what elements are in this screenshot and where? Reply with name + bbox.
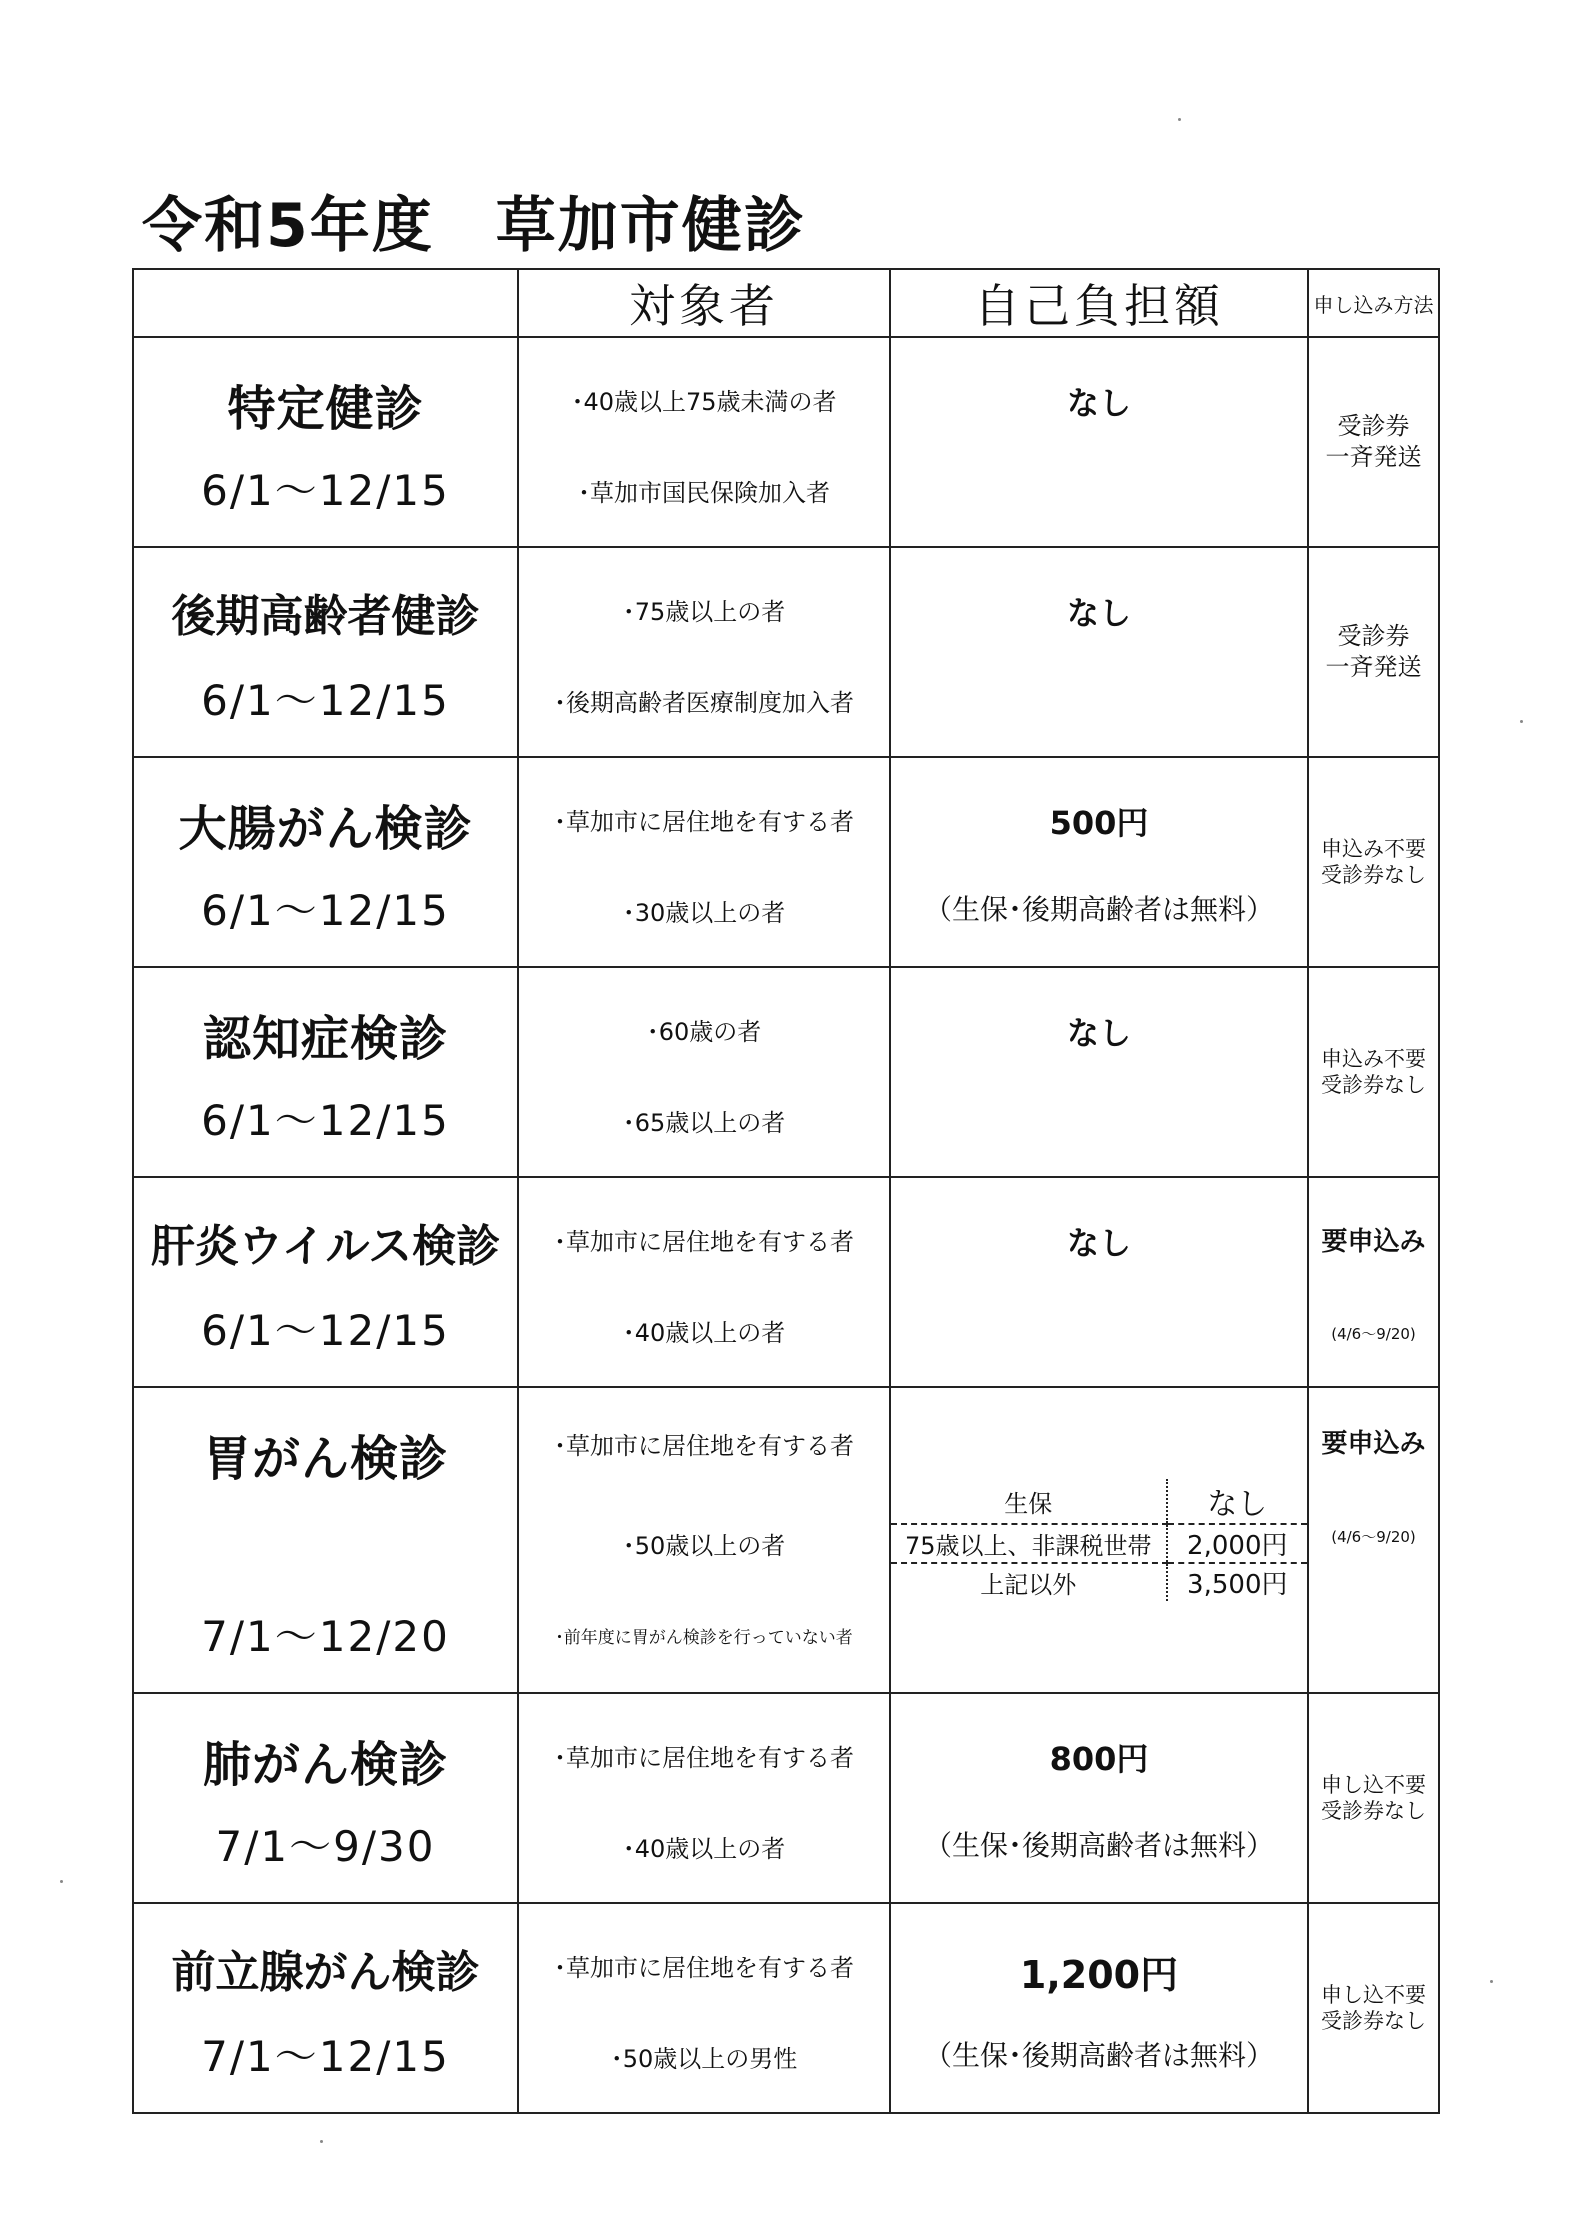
header-name xyxy=(133,269,518,337)
scan-speck xyxy=(1520,720,1523,723)
method-line: 受診券 xyxy=(1337,411,1410,440)
cost-cell xyxy=(890,547,1308,757)
target-cell xyxy=(518,967,890,1177)
scan-speck xyxy=(320,2140,323,2143)
target-line: ･草加市に居住地を有する者 xyxy=(554,1228,854,1256)
target-line: ･草加市国民保険加入者 xyxy=(578,479,830,507)
target-line: ･50歳以上の男性 xyxy=(610,2045,798,2073)
header-method: 申し込み方法 xyxy=(1308,269,1439,337)
cost-value: 1,200円 xyxy=(1019,1953,1179,1997)
table-row xyxy=(133,547,1439,757)
method-line: 一斉発送 xyxy=(1325,653,1422,681)
cost-condition: 生保 xyxy=(1004,1489,1053,1518)
exam-name-cell xyxy=(133,337,518,547)
cost-note: （生保･後期高齢者は無料） xyxy=(923,893,1274,926)
exam-period: 7/1～9/30 xyxy=(215,1822,436,1871)
scan-speck xyxy=(60,1880,63,1883)
cost-cell xyxy=(890,1903,1308,2113)
target-cell xyxy=(518,1177,890,1387)
exam-name: 大腸がん検診 xyxy=(178,801,473,857)
cost-condition: 75歳以上、非課税世帯 xyxy=(891,1524,1167,1563)
exam-name-cell xyxy=(133,1903,518,2113)
exam-period: 6/1～12/15 xyxy=(201,886,450,935)
cost-value: 800円 xyxy=(1049,1740,1149,1778)
target-line: ･草加市に居住地を有する者 xyxy=(554,1744,854,1772)
exam-period: 6/1～12/15 xyxy=(201,676,450,725)
page-title: 令和5年度 草加市健診 xyxy=(142,191,806,261)
method-line: 受診券 xyxy=(1337,621,1410,650)
target-line: ･40歳以上の者 xyxy=(622,1319,786,1347)
cost-breakdown-table xyxy=(891,1479,1307,1601)
header-row xyxy=(133,269,1439,337)
exam-name-cell xyxy=(133,1693,518,1903)
method-cell xyxy=(1308,757,1439,967)
exam-name: 肝炎ウイルス検診 xyxy=(150,1221,501,1272)
target-line: ･75歳以上の者 xyxy=(622,598,786,626)
exam-name-cell xyxy=(133,1177,518,1387)
header-target: 対象者 xyxy=(518,269,890,337)
table-row xyxy=(133,757,1439,967)
cost-amount: 2,000円 xyxy=(1167,1524,1307,1563)
exam-name: 肺がん検診 xyxy=(202,1737,448,1793)
target-line: ･草加市に居住地を有する者 xyxy=(554,808,854,836)
cost-note: （生保･後期高齢者は無料） xyxy=(923,2039,1274,2072)
target-line: ･草加市に居住地を有する者 xyxy=(554,1954,854,1982)
cost-breakdown-row xyxy=(891,1524,1307,1563)
target-line: ･40歳以上75歳未満の者 xyxy=(571,388,837,416)
exam-name-cell xyxy=(133,757,518,967)
cost-cell xyxy=(890,967,1308,1177)
target-line: ･後期高齢者医療制度加入者 xyxy=(554,689,854,717)
target-line: ･65歳以上の者 xyxy=(622,1109,786,1137)
cost-cell xyxy=(890,337,1308,547)
method-cell xyxy=(1308,337,1439,547)
target-line: ･草加市に居住地を有する者 xyxy=(554,1432,854,1460)
exam-name: 胃がん検診 xyxy=(202,1431,448,1487)
method-period: (4/6～9/20) xyxy=(1331,1324,1416,1343)
target-cell xyxy=(518,547,890,757)
method-cell xyxy=(1308,1177,1439,1387)
method-line: 一斉発送 xyxy=(1325,443,1422,471)
table-row xyxy=(133,337,1439,547)
method-line: 受診券なし xyxy=(1321,1073,1426,1097)
health-checkup-table xyxy=(132,268,1440,2114)
method-cell xyxy=(1308,547,1439,757)
method-line: 申し込不要 xyxy=(1321,1772,1426,1797)
method-line: 受診券なし xyxy=(1321,1799,1426,1823)
exam-name: 後期高齢者健診 xyxy=(171,591,480,642)
target-cell xyxy=(518,1693,890,1903)
cost-value: なし xyxy=(1066,384,1131,422)
method-cell xyxy=(1308,1387,1439,1693)
exam-name: 前立腺がん検診 xyxy=(171,1947,480,1998)
cost-amount: 3,500円 xyxy=(1167,1563,1307,1601)
scan-speck xyxy=(1490,1980,1493,1983)
table-row xyxy=(133,1387,1439,1693)
method-line: 受診券なし xyxy=(1321,863,1426,887)
target-line: ･40歳以上の者 xyxy=(622,1835,786,1863)
exam-period: 6/1～12/15 xyxy=(201,466,450,515)
table-row xyxy=(133,1693,1439,1903)
cost-amount: なし xyxy=(1167,1479,1307,1524)
cost-condition: 上記以外 xyxy=(891,1563,1167,1601)
method-line: 受診券なし xyxy=(1321,2009,1426,2033)
exam-name-cell xyxy=(133,547,518,757)
target-cell xyxy=(518,337,890,547)
cost-breakdown-row xyxy=(891,1563,1307,1601)
exam-period: 6/1～12/15 xyxy=(201,1306,450,1355)
cost-value: 500円 xyxy=(1049,804,1149,842)
method-cell xyxy=(1308,1693,1439,1903)
method-cell xyxy=(1308,967,1439,1177)
cost-value: なし xyxy=(1066,1014,1131,1052)
target-cell xyxy=(518,757,890,967)
table-row xyxy=(133,967,1439,1177)
method-cell xyxy=(1308,1903,1439,2113)
cost-cell xyxy=(890,1387,1308,1693)
table-row xyxy=(133,1177,1439,1387)
target-line: ･30歳以上の者 xyxy=(622,899,786,927)
method-line: 申し込不要 xyxy=(1321,1982,1426,2007)
exam-period: 6/1～12/15 xyxy=(201,1096,450,1145)
cost-value: なし xyxy=(1066,1224,1131,1262)
target-line: ･前年度に胃がん検診を行っていない者 xyxy=(555,1628,853,1648)
exam-name: 認知症検診 xyxy=(202,1011,448,1067)
exam-name: 特定健診 xyxy=(227,381,424,437)
target-line: ･60歳の者 xyxy=(646,1018,762,1046)
cost-note: （生保･後期高齢者は無料） xyxy=(923,1829,1274,1862)
exam-name-cell xyxy=(133,967,518,1177)
target-cell xyxy=(518,1387,890,1693)
table-row xyxy=(133,1903,1439,2113)
target-line: ･50歳以上の者 xyxy=(622,1532,786,1560)
exam-period: 7/1～12/15 xyxy=(201,2032,450,2081)
cost-cell xyxy=(890,1177,1308,1387)
cost-value: なし xyxy=(1066,594,1131,632)
scan-speck xyxy=(1178,118,1181,121)
exam-name-cell xyxy=(133,1387,518,1693)
target-cell xyxy=(518,1903,890,2113)
cost-breakdown-row xyxy=(891,1479,1307,1524)
method-line: 申込み不要 xyxy=(1321,836,1426,861)
method-period: (4/6～9/20) xyxy=(1331,1528,1416,1546)
exam-period: 7/1～12/20 xyxy=(201,1612,450,1661)
method-line: 申込み不要 xyxy=(1321,1046,1426,1071)
cost-cell xyxy=(890,1693,1308,1903)
header-cost: 自己負担額 xyxy=(890,269,1308,337)
method-line: 要申込み xyxy=(1321,1227,1426,1257)
cost-cell xyxy=(890,757,1308,967)
method-line: 要申込み xyxy=(1321,1429,1426,1459)
